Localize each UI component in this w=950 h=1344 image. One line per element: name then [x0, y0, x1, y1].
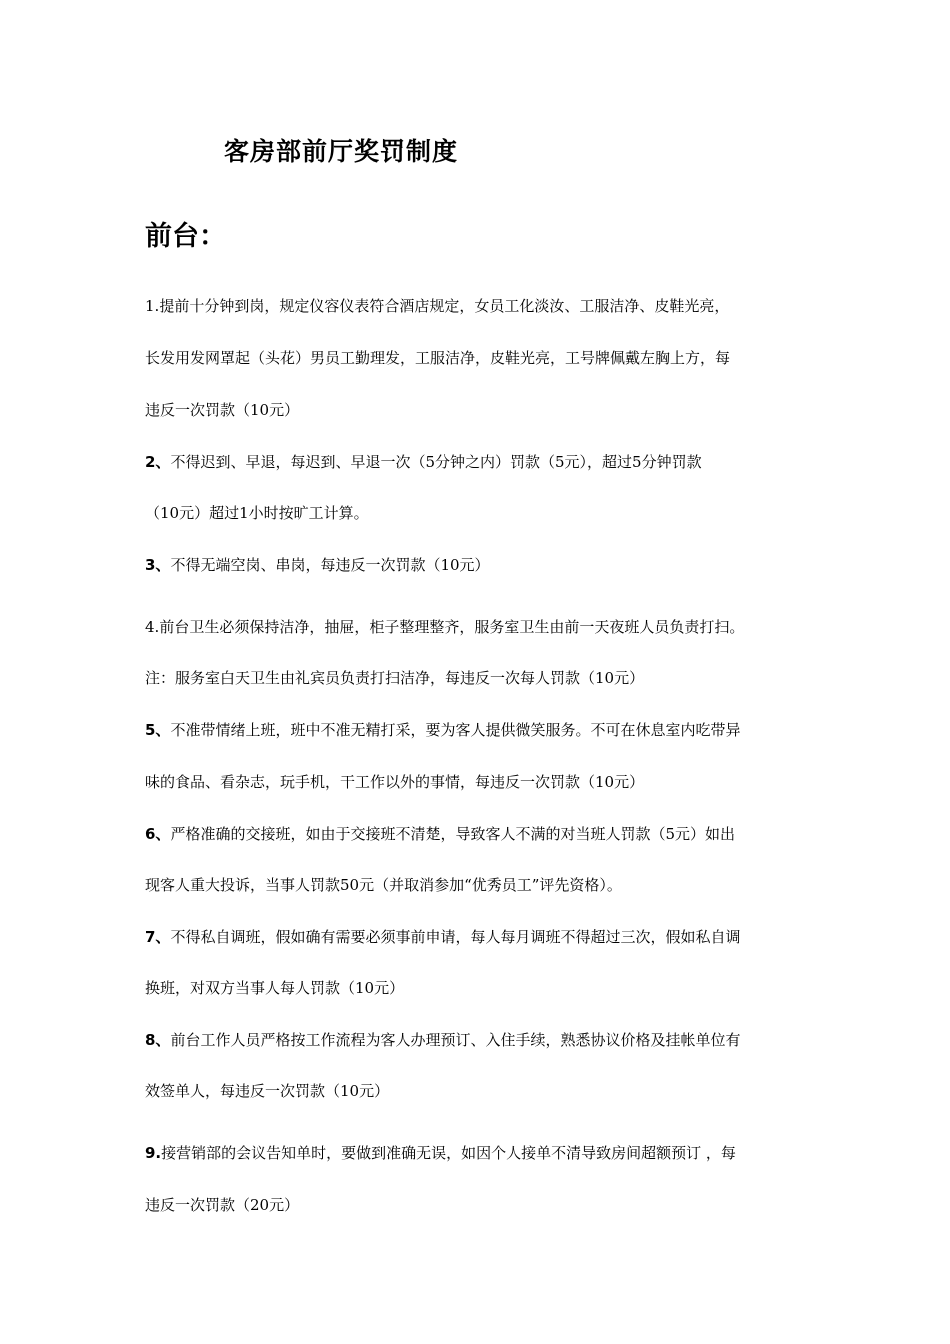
rule-text: 不准带情绪上班，班中不准无精打采，要为客人提供微笑服务。不可在休息室内吃带异	[170, 721, 741, 739]
rule-line: 现客人重大投诉，当事人罚款50元（并取消参加“优秀员工”评先资格）。	[145, 876, 622, 894]
rule-text: 不得无端空岗、串岗，每违反一次罚款（10元）	[170, 556, 490, 574]
rule-line	[145, 296, 810, 316]
rule-text: 不得迟到、早退，每迟到、早退一次（5分钟之内）罚款（5元），超过5分钟罚款	[170, 453, 702, 471]
rule-line	[145, 452, 810, 472]
rule-line: （10元）超过1小时按旷工计算。	[145, 504, 369, 522]
rule-line: 味的食品、看杂志，玩手机，干工作以外的事情，每违反一次罚款（10元）	[145, 773, 645, 791]
rule-number: 5、	[145, 721, 171, 739]
rule-text: 提前十分钟到岗，规定仪容仪表符合酒店规定，女员工化淡汝、工服洁净、皮鞋光亮，	[159, 297, 730, 315]
rule-number: 1.	[145, 297, 160, 315]
rule-line: 注：服务室白天卫生由礼宾员负责打扫洁净，每违反一次每人罚款（10元）	[145, 669, 645, 687]
rule-line	[145, 1030, 810, 1050]
rule-line	[145, 927, 810, 947]
rule-number: 7、	[145, 928, 171, 946]
rule-number: 9.	[145, 1144, 162, 1162]
rule-text: 前台卫生必须保持洁净，抽屉，柜子整理整齐，服务室卫生由前一天夜班人员负责打扫。	[159, 618, 745, 636]
rule-line	[145, 824, 810, 844]
rule-line	[145, 555, 810, 575]
rule-text: 严格准确的交接班，如由于交接班不清楚，导致客人不满的对当班人罚款（5元）如出	[170, 825, 735, 843]
rule-number: 3、	[145, 556, 171, 574]
section-heading-front-desk: 前台：	[145, 221, 226, 252]
document-title: 客房部前厅奖罚制度	[224, 137, 459, 166]
rule-number: 4.	[145, 618, 160, 636]
rule-line: 长发用发网罩起（头花）男员工勤理发，工服洁净，皮鞋光亮，工号牌佩戴左胸上方，每	[145, 349, 731, 367]
rule-line	[145, 720, 810, 740]
rule-line	[145, 1143, 810, 1163]
rule-line: 违反一次罚款（20元）	[145, 1196, 300, 1214]
rule-line: 效签单人，每违反一次罚款（10元）	[145, 1082, 390, 1100]
rule-number: 2、	[145, 453, 171, 471]
rule-number: 6、	[145, 825, 171, 843]
rule-line	[145, 617, 810, 637]
rule-text: 前台工作人员严格按工作流程为客人办理预订、入住手续，熟悉协议价格及挂帐单位有	[170, 1031, 741, 1049]
rule-line: 换班，对双方当事人每人罚款（10元）	[145, 979, 405, 997]
rule-line: 违反一次罚款（10元）	[145, 401, 300, 419]
rule-number: 8、	[145, 1031, 171, 1049]
rule-text: 接营销部的会议告知单时，要做到准确无误，如因个人接单不清导致房间超额预订 ，每	[161, 1144, 736, 1162]
rule-text: 不得私自调班，假如确有需要必须事前申请，每人每月调班不得超过三次，假如私自调	[170, 928, 741, 946]
